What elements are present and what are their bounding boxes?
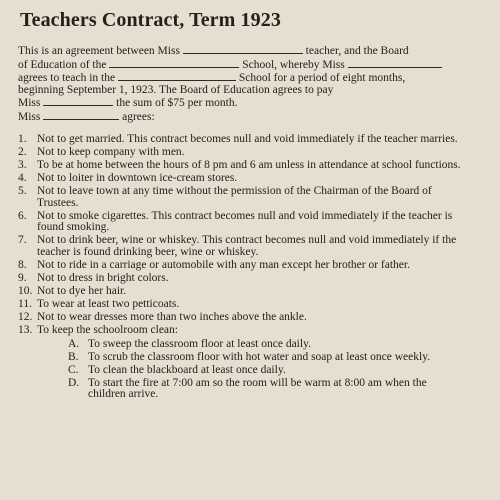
subrule-item [68, 365, 484, 377]
rule-number: 6. [18, 209, 27, 222]
subrule-letter: D. [68, 376, 80, 389]
name-blank[interactable] [183, 44, 303, 54]
school-blank[interactable] [109, 58, 239, 68]
rule-number: 13. [18, 324, 33, 337]
intro-line [18, 110, 484, 124]
rule-text: Not to keep company with men. [37, 145, 185, 158]
name-blank[interactable] [43, 96, 113, 106]
rule-item [18, 173, 484, 185]
subrule-text: To clean the blackboard at least once daily. [88, 363, 286, 376]
rule-text: To be at home between the hours of 8 pm and 6 am unless in attendance at school functions. [37, 158, 461, 171]
rule-item [18, 235, 484, 258]
rule-text: Not to smoke cigarettes. This contract becomes null and void immediately if the teacher is found smoking. [37, 209, 453, 234]
rule-text: Not to wear dresses more than two inches above the ankle. [37, 311, 307, 324]
rule-text: Not to leave town at any time without the permission of the Chairman of the Board of Trustees. [37, 184, 432, 209]
rule-number: 2. [18, 145, 27, 158]
rule-item [18, 147, 484, 159]
school-blank[interactable] [118, 71, 236, 81]
intro-line [18, 96, 484, 110]
rule-text: Not to drink beer, wine or whiskey. This contract becomes null and void immediately if the teacher is found drinking beer, wine or whiskey. [37, 234, 457, 258]
rule-number: 1. [18, 132, 27, 145]
rule-text: Not to loiter in downtown ice-cream stores. [37, 171, 238, 184]
subrule-letter: C. [68, 363, 79, 376]
intro-line [18, 71, 484, 85]
rule-item [18, 134, 484, 146]
rule-number: 9. [18, 272, 27, 285]
intro-text: teacher, and the Board [305, 45, 409, 57]
rule-number: 5. [18, 184, 27, 197]
rule-number: 4. [18, 171, 27, 184]
rule-item [18, 312, 484, 324]
subrule-text: To scrub the classroom floor with hot water and soap at least once weekly. [88, 350, 431, 363]
intro-line [18, 44, 484, 58]
intro-line [18, 58, 484, 72]
intro-text: agrees: [122, 110, 155, 123]
rule-number: 11. [18, 298, 32, 311]
rule-text: To wear at least two petticoats. [37, 298, 180, 311]
rule-text: Not to ride in a carriage or automobile with any man except her brother or father. [37, 259, 410, 271]
rule-item [18, 160, 484, 172]
rule-item [18, 211, 484, 234]
rule-item [18, 273, 484, 285]
rules-list [18, 134, 484, 401]
rule-item [18, 299, 484, 311]
rule-item [18, 325, 484, 337]
subrule-item [68, 352, 484, 364]
subrule-item [68, 378, 484, 401]
name-blank[interactable] [348, 58, 442, 68]
intro-text: School, whereby Miss [242, 58, 345, 71]
rule-number: 8. [18, 259, 27, 271]
rule-number: 3. [18, 158, 27, 171]
rule-number: 12. [18, 311, 33, 324]
rule-text: Not to dye her hair. [37, 285, 127, 298]
intro-text: This is an agreement between Miss [18, 45, 180, 57]
subrule-item [68, 339, 484, 351]
subrule-letter: B. [68, 350, 79, 363]
rule-number: 10. [18, 285, 33, 298]
intro-text: the sum of $75 per month. [116, 97, 238, 110]
rule-item [18, 186, 484, 209]
rule-text: Not to get married. This contract becomes null and void immediately if the teacher marries. [37, 132, 458, 145]
intro-text: agrees to teach in the [18, 72, 116, 85]
intro-text: Miss [18, 110, 41, 123]
subrule-letter: A. [68, 337, 80, 350]
rule-item [18, 286, 484, 298]
intro-text: School for a period of eight months, [238, 72, 406, 85]
intro-text: of Education of the [18, 58, 107, 71]
subrule-text: To start the fire at 7:00 am so the room will be warm at 8:00 am when the children arrive. [88, 376, 427, 401]
rule-number: 7. [18, 234, 27, 247]
name-blank[interactable] [43, 110, 119, 120]
intro-line: beginning September 1, 1923. The Board of Education agrees to pay [18, 83, 334, 96]
intro-text: Miss [18, 97, 41, 110]
subrule-text: To sweep the classroom floor at least once daily. [88, 337, 311, 350]
rule-item [18, 260, 484, 272]
rule-text: To keep the schoolroom clean: [37, 324, 178, 337]
page-title: Teachers Contract, Term 1923 [20, 9, 281, 31]
agreement-paragraph [18, 44, 484, 124]
rule-text: Not to dress in bright colors. [37, 272, 169, 285]
